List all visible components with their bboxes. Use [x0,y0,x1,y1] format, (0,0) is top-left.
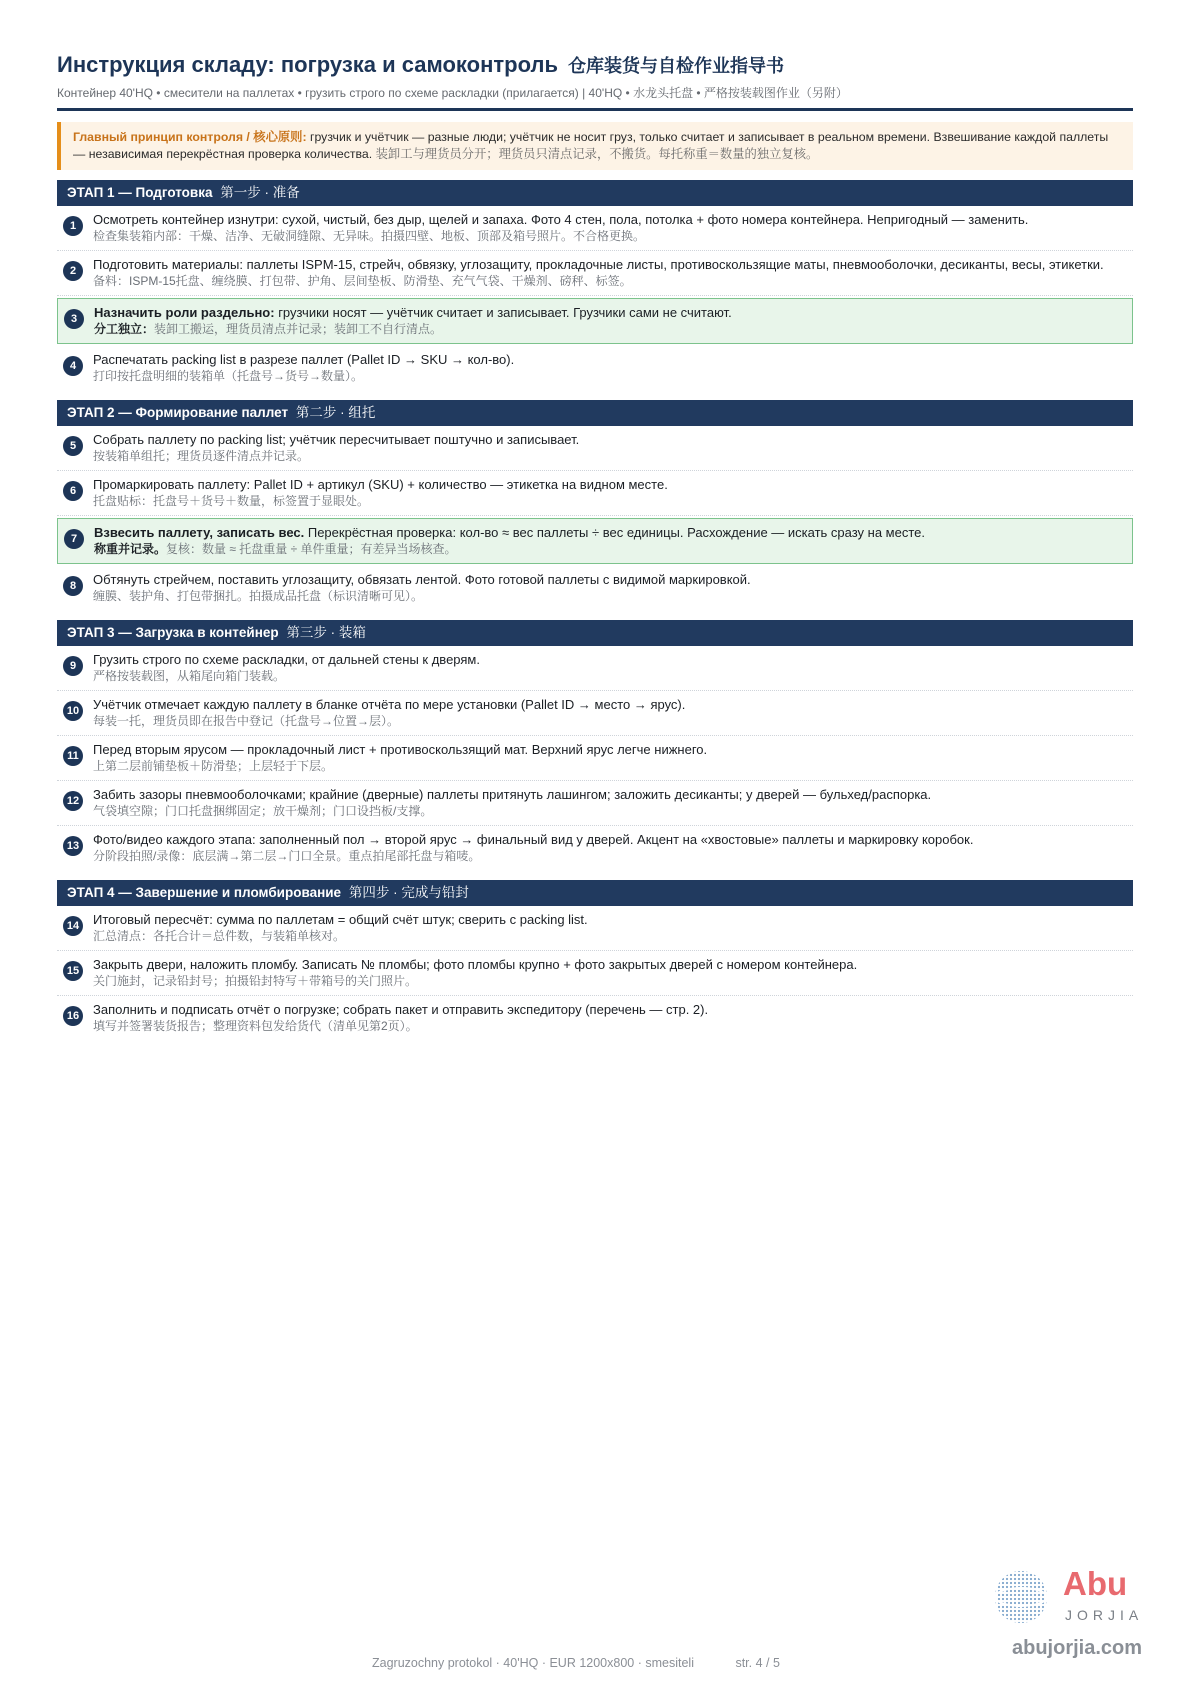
step-row [57,826,1133,870]
step-text-zh-body: 检查集装箱内部：干燥、洁净、无破洞缝隙、无异味。拍摄四壁、地板、顶部及箱号照片。不合格更换。 [93,229,646,243]
step-row [57,996,1133,1040]
step-row-highlighted [57,518,1133,564]
step-text-ru [93,741,1129,758]
step-text [93,651,1129,685]
step-text-zh [93,973,1129,990]
step-text [94,304,1128,338]
step-row [57,426,1133,471]
step-number-badge: 6 [63,481,83,501]
step-text [93,211,1129,245]
step-text-ru [94,524,1128,541]
page-title-zh: 仓库装货与自检作业指导书 [567,56,784,76]
step-text-ru-body: грузчики носят — учётчик считает и записывает. Грузчики сами не считают. [274,305,732,320]
page-footer [372,1656,780,1670]
step-row [57,736,1133,781]
principle-text-zh: 装卸工与理货员分开；理货员只清点记录，不搬货。每托称重＝数量的独立复核。 [372,147,819,161]
step-number-badge: 9 [63,656,83,676]
step-text-ru-body: Заполнить и подписать отчёт о погрузке; собрать пакет и отправить экспедитору (перечень — стр. 2). [93,1002,709,1017]
step-list [57,646,1133,870]
step-text-zh-body: 汇总清点：各托合计＝总件数，与装箱单核对。 [93,929,346,943]
step-row [57,566,1133,610]
step-text-zh [93,273,1129,290]
stage-title: ЭТАП 4 — Завершение и пломбирование [67,885,342,900]
stage-title-zh: 第三步 · 装箱 [286,625,366,640]
step-text-ru [93,786,1129,803]
step-text-ru-body: Обтянуть стрейчем, поставить углозащиту, обвязать лентой. Фото готовой паллеты с видимой маркировкой. [93,572,751,587]
step-text-zh [93,493,1129,510]
step-text-ru-body: Перед вторым ярусом — прокладочный лист + противоскользящий мат. Верхний ярус легче нижнего. [93,742,708,757]
step-text-ru-body: Распечатать packing list в разрезе паллет (Pallet ID → SKU → кол-во). [93,352,515,367]
step-text-zh-bold: 分工独立： [94,322,155,336]
step-number-badge: 16 [63,1006,83,1026]
page-title: Инструкция складу: погрузка и самоконтроль [57,52,558,77]
title-row [57,52,1133,78]
principle-text-ru: грузчик и учётчик — разные люди; учётчик не носит груз, только считает и записывает в реальном времени. Взвешивание каждой паллеты — независимая перекрёстная проверка количества. [73,130,1109,161]
step-text-zh-body: 打印按托盘明细的装箱单（托盘号→货号→数量）。 [93,369,364,383]
step-row [57,906,1133,951]
step-text [94,524,1128,558]
step-text-ru-body: Осмотреть контейнер изнутри: сухой, чистый, без дыр, щелей и запаха. Фото 4 стен, пола, потолка + фото номера контейнера. Непригодный — заменить. [93,212,1029,227]
step-number-badge: 13 [63,836,83,856]
step-text-zh [93,803,1129,820]
step-text-zh [94,321,1128,338]
step-text-ru [93,431,1129,448]
step-text-zh-body: 托盘贴标：托盘号＋货号＋数量，标签置于显眼处。 [93,494,370,508]
step-number-badge: 3 [64,309,84,329]
logo-brand: Abu [1063,1565,1128,1602]
step-row [57,251,1133,296]
step-text-zh-body: 每装一托，理货员即在报告中登记（托盘号→位置→层）。 [93,714,400,728]
step-text [93,351,1129,385]
header-rule [57,108,1133,111]
document-page [57,52,1133,1040]
step-number-badge: 5 [63,436,83,456]
stage-title: ЭТАП 1 — Подготовка [67,185,213,200]
step-text-ru [93,696,1129,713]
step-text-zh [93,368,1129,385]
step-row [57,781,1133,826]
stage-header [57,620,1133,646]
website-url: abujorjia.com [1012,1637,1143,1659]
step-text-zh-body: 缠膜、装护角、打包带捆扎。拍摄成品托盘（标识清晰可见）。 [93,589,424,603]
footer-page-number: str. 4 / 5 [735,1656,780,1670]
step-text-ru-body: Забить зазоры пневмооболочками; крайние (дверные) паллеты притянуть лашингом; заложить десиканты; у дверей — бульхед/распорка. [93,787,932,802]
step-text [93,956,1129,990]
step-text-ru-body: Фото/видео каждого этапа: заполненный пол → второй ярус → финальный вид у дверей. Акцент на «хвостовые» паллеты и маркировку коробок. [93,832,974,847]
step-text-zh [93,928,1129,945]
step-text-zh-body: 分阶段拍照/录像：底层满→第二层→门口全景。重点拍尾部托盘与箱唛。 [93,849,481,863]
logo-sub: JORJIA [1065,1607,1144,1623]
step-text-ru-body: Собрать паллету по packing list; учётчик пересчитывает поштучно и записывает. [93,432,580,447]
principle-lead: Главный принцип контроля / 核心原则: [73,130,307,144]
step-text-zh-body: 装卸工搬运，理货员清点并记录；装卸工不自行清点。 [154,322,443,336]
step-text-zh [93,713,1129,730]
page-subtitle: Контейнер 40'HQ • смесители на паллетах • грузить строго по схеме раскладки (прилагается) | 40'HQ • 水龙头托盘 • 严格按装载图作业（另附） [57,86,848,100]
step-text-ru-body: Перекрёстная проверка: кол-во ≈ вес паллеты ÷ вес единицы. Расхождение — искать сразу на месте. [304,525,925,540]
step-text-zh-body: 严格按装载图，从箱尾向箱门装载。 [93,669,286,683]
company-logo [993,1567,1163,1637]
stage-title-zh: 第一步 · 准备 [220,185,300,200]
stage-header [57,400,1133,426]
step-text-ru-body: Подготовить материалы: паллеты ISPM-15, стрейч, обвязку, углозащиту, прокладочные листы, противоскользящие маты, пневмооболочки, десиканты, весы, этикетки. [93,257,1104,272]
step-number-badge: 10 [63,701,83,721]
step-text-zh [93,758,1129,775]
step-text [93,911,1129,945]
step-text-ru [93,211,1129,228]
step-row [57,951,1133,996]
step-text-ru [93,351,1129,368]
step-text-zh [93,588,1129,605]
step-text [93,1001,1129,1035]
stage-title-zh: 第四步 · 完成与铅封 [348,885,469,900]
step-text-zh [93,448,1129,465]
step-text-ru-body: Итоговый пересчёт: сумма по паллетам = общий счёт штук; сверить с packing list. [93,912,588,927]
step-row-highlighted [57,298,1133,344]
stage-header [57,180,1133,206]
step-text [93,786,1129,820]
step-text-ru-body: Учётчик отмечает каждую паллету в бланке отчёта по мере установки (Pallet ID → место → ярус). [93,697,686,712]
stages-container [57,180,1133,1040]
step-text [93,696,1129,730]
step-text-ru [94,304,1128,321]
step-text-zh-body: 填写并签署装货报告；整理资料包发给货代（清单见第2页）。 [93,1019,418,1033]
step-text-ru [93,831,1129,848]
step-number-badge: 15 [63,961,83,981]
step-text-ru [93,1001,1129,1018]
step-text-zh-body: 备料：ISPM-15托盘、缠绕膜、打包带、护角、层间垫板、防滑垫、充气气袋、干燥剂、磅秤、标签。 [93,274,632,288]
step-text-ru [93,571,1129,588]
step-row [57,691,1133,736]
step-text-ru-body: Грузить строго по схеме раскладки, от дальней стены к дверям. [93,652,480,667]
step-text-ru-body: Закрыть двери, наложить пломбу. Записать № пломбы; фото пломбы крупно + фото закрытых дверей с номером контейнера. [93,957,858,972]
step-row [57,206,1133,251]
step-text-ru-bold: Взвесить паллету, записать вес. [94,525,305,540]
step-list [57,906,1133,1040]
step-row [57,646,1133,691]
step-text [93,431,1129,465]
step-row [57,471,1133,516]
step-text-zh-body: 气袋填空隙；门口托盘捆绑固定；放干燥剂；门口设挡板/支撑。 [93,804,433,818]
step-text-ru [93,911,1129,928]
step-text-ru [93,651,1129,668]
footer-doc-title: Zagruzochny protokol · 40'HQ · EUR 1200x800 · smesiteli [372,1656,694,1670]
step-text-zh-body: 上第二层前铺垫板＋防滑垫；上层轻于下层。 [93,759,334,773]
step-number-badge: 12 [63,791,83,811]
stage-title: ЭТАП 3 — Загрузка в контейнер [67,625,279,640]
stage-title-zh: 第二步 · 组托 [295,405,376,420]
step-number-badge: 11 [63,746,83,766]
step-text [93,831,1129,865]
step-number-badge: 8 [63,576,83,596]
step-list [57,426,1133,610]
step-text [93,571,1129,605]
stage-header [57,880,1133,906]
globe-icon [993,1569,1049,1625]
step-text-ru [93,476,1129,493]
step-text-ru-bold: Назначить роли раздельно: [94,305,275,320]
step-text-zh [93,228,1129,245]
step-row [57,346,1133,390]
step-list [57,206,1133,390]
step-number-badge: 14 [63,916,83,936]
step-text-zh [93,668,1129,685]
step-text-ru [93,256,1129,273]
step-text-zh-body: 按装箱单组托；理货员逐件清点并记录。 [93,449,310,463]
step-text-zh [93,848,1129,865]
step-text [93,741,1129,775]
step-number-badge: 4 [63,356,83,376]
step-text-zh [94,541,1128,558]
step-text-zh [93,1018,1129,1035]
step-text [93,256,1129,290]
step-text-zh-bold: 称重并记录。 [94,542,167,556]
step-number-badge: 2 [63,261,83,281]
stage-title: ЭТАП 2 — Формирование паллет [67,405,289,420]
step-text-zh-body: 复核：数量 ≈ 托盘重量 ÷ 单件重量；有差异当场核查。 [166,542,457,556]
step-text [93,476,1129,510]
step-text-ru [93,956,1129,973]
step-text-ru-body: Промаркировать паллету: Pallet ID + артикул (SKU) + количество — этикетка на видном месте. [93,477,668,492]
principle-box [57,122,1133,170]
step-number-badge: 1 [63,216,83,236]
step-text-zh-body: 关门施封，记录铅封号；拍摄铅封特写＋带箱号的关门照片。 [93,974,418,988]
step-number-badge: 7 [64,529,84,549]
